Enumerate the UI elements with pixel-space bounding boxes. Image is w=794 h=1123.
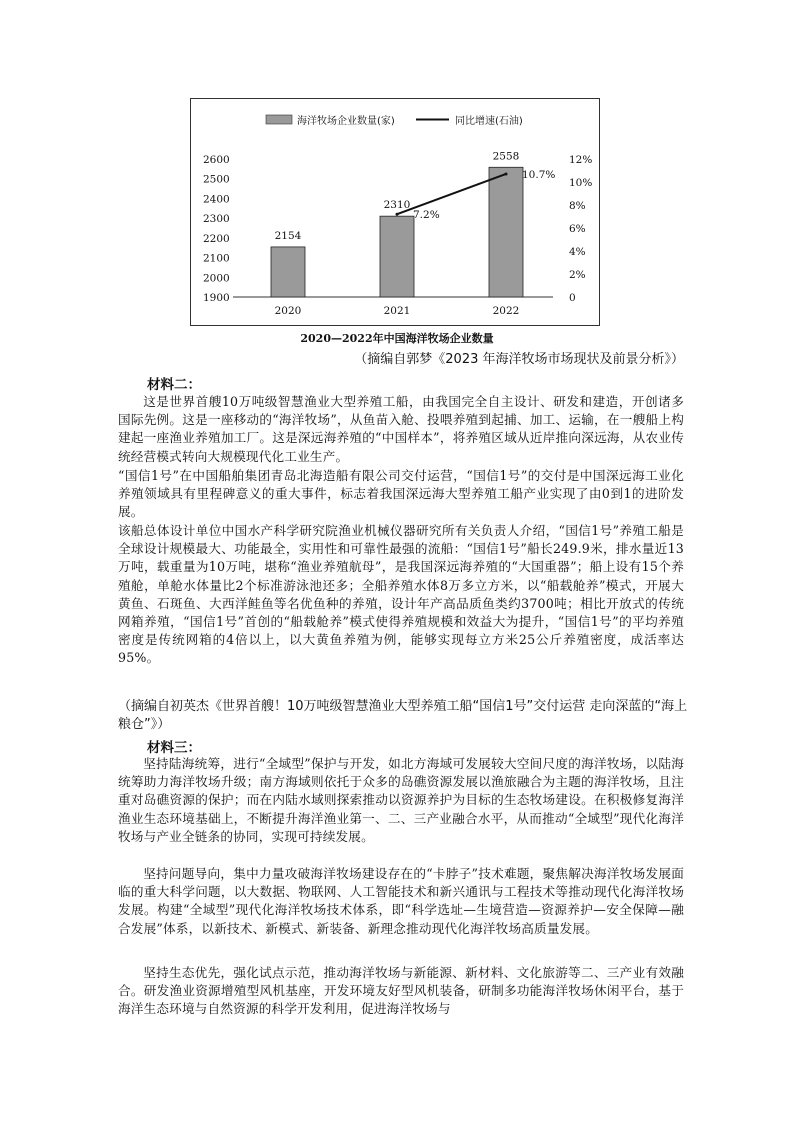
material-3-heading: 材料三：	[147, 740, 201, 756]
x-axis-label: 2022	[492, 305, 520, 317]
growth-rate-point	[505, 172, 508, 175]
x-axis-label: 2020	[274, 305, 302, 317]
material-3-paragraph-2: 坚持问题导向，集中力量攻破海洋牧场建设存在的“卡脖子”技术难题，聚焦解决海洋牧场发展面临的重大科学问题，以大数据、物联网、人工智能技术和新兴通讯与工程技术等推动现代化海洋牧场发展。构建“全域型”现代化海洋牧场技术体系，即“科学选址—生境营造—资源养护—安全保障—融合发展”体系，以新技术、新模式、新装备、新理念推动现代化海洋牧场高质量发展。	[118, 866, 684, 936]
legend-bar-swatch	[266, 115, 292, 124]
right-axis-tick-label: 2%	[569, 269, 586, 281]
bar-value-label: 2310	[383, 199, 411, 212]
left-axis-tick-label: 2200	[203, 232, 230, 245]
legend-line-label: 同比增速(石油)	[455, 116, 523, 127]
right-axis-tick-label: 6%	[569, 223, 586, 235]
growth-rate-point	[396, 213, 399, 216]
chart	[190, 98, 600, 326]
chart-svg	[191, 99, 601, 327]
left-axis-tick-label: 2100	[203, 252, 230, 265]
material-2-heading: 材料二：	[147, 377, 201, 393]
left-axis-tick-label: 2500	[203, 173, 230, 186]
left-axis-tick-label: 2000	[203, 272, 230, 285]
source-citation-1: （摘编自郭梦《2023 年海洋牧场市场现状及前景分析》）	[354, 352, 684, 367]
bar-2020	[271, 247, 305, 297]
bar-value-label: 2558	[492, 150, 520, 163]
right-axis-tick-label: 12%	[569, 154, 593, 166]
material-2-paragraph-3: 该船总体设计单位中国水产科学研究院渔业机械仪器研究所有关负责人介绍，“国信1号”养殖工船是全球设计规模最大、功能最全，实用性和可靠性最强的流船：“国信1号”船长249.9米，排水量近13万吨，载重量为10万吨，堪称“渔业养殖航母”，是我国深远海养殖的“大国重器”；船上设有15个养殖舱，单舱水体量比2个标准游泳池还多；全船养殖水体8万多立方米，以“船载舱养”模式，开展大黄鱼、石斑鱼、大西洋鲑鱼等名优鱼种的养殖，设计年产高品质鱼类约3700吨；相比开放式的传统网箱养殖，“国信1号”首创的“船载舱养”模式使得养殖规模和效益大为提升，“国信1号”的平均养殖密度是传统网箱的4倍以上，以大黄鱼养殖为例，能够实现每立方米25公斤养殖密度，成活率达95%。	[118, 523, 684, 666]
chart-caption: 2020—2022年中国海洋牧场企业数量	[300, 332, 494, 345]
right-axis-tick-label: 4%	[569, 246, 586, 258]
left-axis-tick-label: 2400	[203, 193, 230, 206]
material-3-paragraph-1: 坚持陆海统筹，进行“全域型”保护与开发，如北方海域可发展较大空间尺度的海洋牧场，以陆海统筹助力海洋牧场升级；南方海域则依托于众多的岛礁资源发展以渔旅融合为主题的海洋牧场，且注重对岛礁资源的保护；而在内陆水域则探索推动以资源养护为目标的生态牧场建设。在积极修复海洋渔业生态环境基础上，不断提升海洋渔业第一、二、三产业融合水平，从而推动“全域型”现代化海洋牧场与产业全链条的协同，实现可持续发展。	[118, 756, 684, 844]
material-2-paragraph-2: “国信1号”在中国船舶集团青岛北海造船有限公司交付运营，“国信1号”的交付是中国深远海工业化养殖领域具有里程碑意义的重大事件，标志着我国深远海大型养殖工船产业实现了由0到1的进阶发展。	[118, 468, 684, 520]
material-2-paragraph-1: 这是世界首艘10万吨级智慧渔业大型养殖工船，由我国完全自主设计、研发和建造，开创诸多国际先例。这是一座移动的“海洋牧场”，从鱼苗入舱、投喂养殖到起捕、加工、运输，在一艘船上构建起一座渔业养殖加工厂。这是深远海养殖的“中国样本”，将养殖区域从近岸推向深远海，从农业传统经营模式转向大规模现代化工业生产。	[118, 394, 684, 464]
bar-value-label: 2154	[274, 229, 302, 242]
right-axis-tick-label: 0	[569, 292, 576, 304]
legend-bar-label: 海洋牧场企业数量(家)	[297, 116, 395, 127]
left-axis-tick-label: 2600	[203, 154, 230, 166]
source-citation-2: （摘编自初英杰《世界首艘！10万吨级智慧渔业大型养殖工船“国信1号”交付运营 走向深蓝的“海上粮仓”》）	[118, 699, 688, 732]
material-3-paragraph-3: 坚持生态优先，强化试点示范，推动海洋牧场与新能源、新材料、文化旅游等二、三产业有效融合。研发渔业资源增殖型风机基座，开发环境友好型风机装备，研制多功能海洋牧场休闲平台，基于海洋生态环境与自然资源的科学开发利用，促进海洋牧场与	[118, 965, 684, 1017]
left-axis-tick-label: 2300	[203, 213, 230, 226]
right-axis-tick-label: 10%	[569, 177, 593, 189]
bar-2022	[489, 167, 523, 297]
left-axis-tick-label: 1900	[203, 292, 230, 304]
growth-rate-label: 10.7%	[522, 168, 556, 181]
bar-2021	[380, 216, 414, 297]
right-axis-tick-label: 8%	[569, 200, 586, 212]
x-axis-label: 2021	[383, 305, 411, 317]
growth-rate-label: 7.2%	[413, 209, 440, 222]
